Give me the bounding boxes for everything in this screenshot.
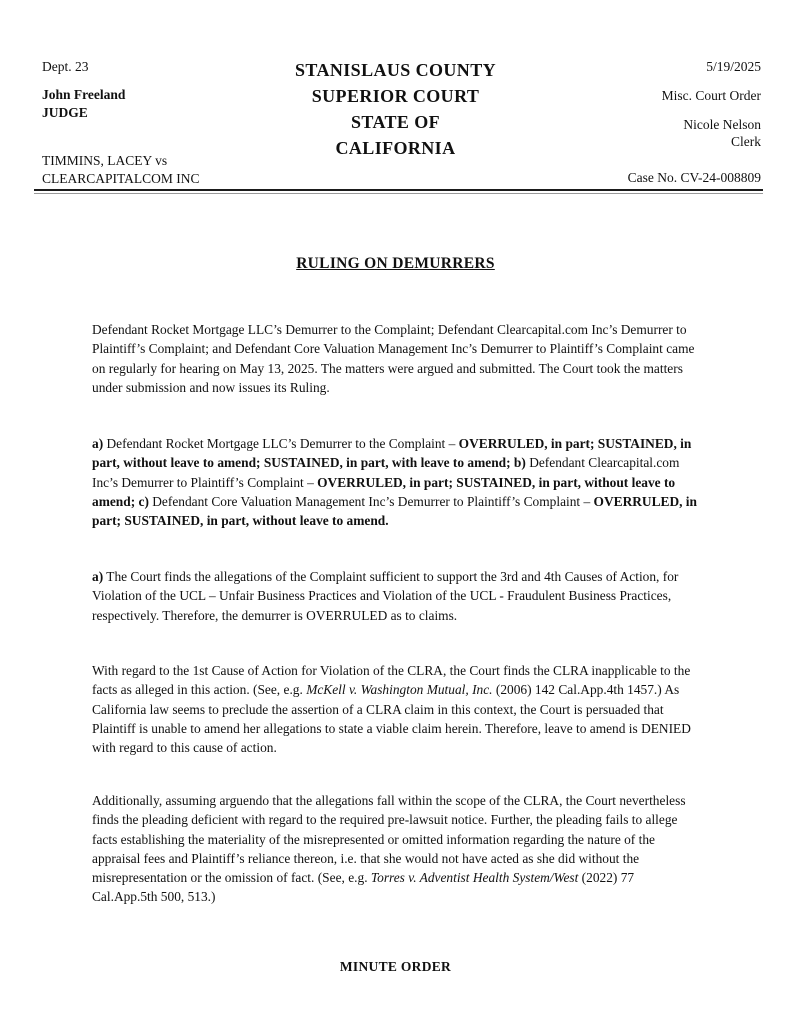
ruling-paragraph-5 bbox=[92, 791, 700, 907]
minute-order-label: MINUTE ORDER bbox=[339, 959, 452, 974]
ruling-paragraph-2 bbox=[92, 434, 700, 530]
paragraph-2-seg-a: a) bbox=[92, 436, 104, 451]
header-divider-light-line bbox=[34, 193, 763, 194]
paragraph-2-seg-d: Defendant Clearcapital.com Inc’s Demurrer to Plaintiff’s Complaint – bbox=[92, 455, 680, 490]
header-parties-line1: TIMMINS, LACEY vs bbox=[42, 153, 168, 168]
header-parties-line2: CLEARCAPITALCOM INC bbox=[42, 170, 200, 186]
court-name-line1: STANISLAUS COUNTY bbox=[294, 60, 496, 80]
header-judge-title: JUDGE bbox=[42, 104, 88, 120]
header-clerk-name: Nicole Nelson bbox=[683, 117, 761, 132]
paragraph-2-seg-f: Defendant Core Valuation Management Inc’s Demurrer to Plaintiff’s Complaint – bbox=[148, 493, 594, 509]
header-clerk-title: Clerk bbox=[731, 134, 761, 149]
paragraph-4-seg-c: (2006) 142 Cal.App.4th 1457.) As California law seems to preclude the assertion of a CLRA claim in this context, the Court is persuaded that Plaintiff is unable to amend her allegations to state a viable claim herein. Therefore, leave to amend is DENIED with regard to this cause of action. bbox=[92, 682, 691, 756]
paragraph-2-seg-e: OVERRULED, in part; SUSTAINED, in part, without leave to amend; c) bbox=[92, 474, 676, 509]
paragraph-2-seg-g: OVERRULED, in part; SUSTAINED, in part, without leave to amend. bbox=[92, 493, 697, 529]
paragraph-2-seg-b: Defendant Rocket Mortgage LLC’s Demurrer to the Complaint – bbox=[103, 436, 459, 451]
paragraph-4-seg-a: With regard to the 1st Cause of Action for Violation of the CLRA, the Court finds the CLRA inapplicable to the facts as alleged in this action. (See, e.g. bbox=[92, 663, 691, 698]
header-order-type: Misc. Court Order bbox=[661, 88, 761, 103]
header-judge-name: John Freeland bbox=[42, 87, 126, 102]
header-clerk-block bbox=[683, 116, 761, 150]
court-name-line4: CALIFORNIA bbox=[335, 138, 456, 158]
header-divider-dark-line bbox=[34, 189, 763, 191]
ruling-paragraph-1 bbox=[92, 320, 700, 397]
court-name-line3: STATE OF bbox=[350, 112, 441, 132]
paragraph-3-seg-a: a) bbox=[92, 569, 104, 584]
header-court-name bbox=[0, 57, 791, 161]
paragraph-1-text: Defendant Rocket Mortgage LLC’s Demurrer to the Complaint; Defendant Clearcapital.com Inc’s Demurrer to Plaintiff’s Complaint; and Defendant Core Valuation Management Inc’s Demurrer to Plaintiff’s Complaint came on regularly for hearing on May 13, 2025. The matters were argued and submitted. The Court took the matters under submission and now issues its Ruling. bbox=[92, 322, 695, 395]
header-date: 5/19/2025 bbox=[706, 59, 761, 74]
paragraph-5-seg-a: Additionally, assuming arguendo that the allegations fall within the scope of the CLRA, the Court nevertheless finds the pleading deficient with regard to the required pre-lawsuit notice. Further, the pleading fails to allege facts establishing the materiality of the misrepresented or omitted information regarding the nature of the appraisal fees and Plaintiff’s reliance thereon, i.e. that she would not have acted as she did without the misrepresentation or the omission of fact. (See, e.g. bbox=[92, 793, 686, 886]
court-name-line2: SUPERIOR COURT bbox=[311, 86, 480, 106]
paragraph-4-case-citation: McKell v. Washington Mutual, Inc. bbox=[306, 682, 493, 698]
header-divider bbox=[34, 189, 763, 194]
paragraph-5-seg-c: (2022) 77 Cal.App.5th 500, 513.) bbox=[92, 870, 635, 905]
header-dept: Dept. 23 bbox=[42, 59, 89, 74]
header-case-number: Case No. CV-24-008809 bbox=[627, 170, 761, 185]
ruling-paragraph-3 bbox=[92, 567, 700, 625]
paragraph-5-case-citation: Torres v. Adventist Health System/West bbox=[370, 870, 579, 886]
ruling-title: RULING ON DEMURRERS bbox=[296, 255, 495, 272]
ruling-paragraph-4 bbox=[92, 661, 700, 757]
paragraph-2-seg-c: OVERRULED, in part; SUSTAINED, in part, without leave to amend; SUSTAINED, in part, with leave to amend; b) bbox=[92, 436, 692, 471]
paragraph-3-seg-b: The Court finds the allegations of the Complaint sufficient to support the 3rd and 4th Causes of Action, for Violation of the UCL – Unfair Business Practices and Violation of the UCL - Fraudulent Business Practices, respectively. Therefore, the demurrer is OVERRULED as to claims. bbox=[92, 569, 679, 623]
